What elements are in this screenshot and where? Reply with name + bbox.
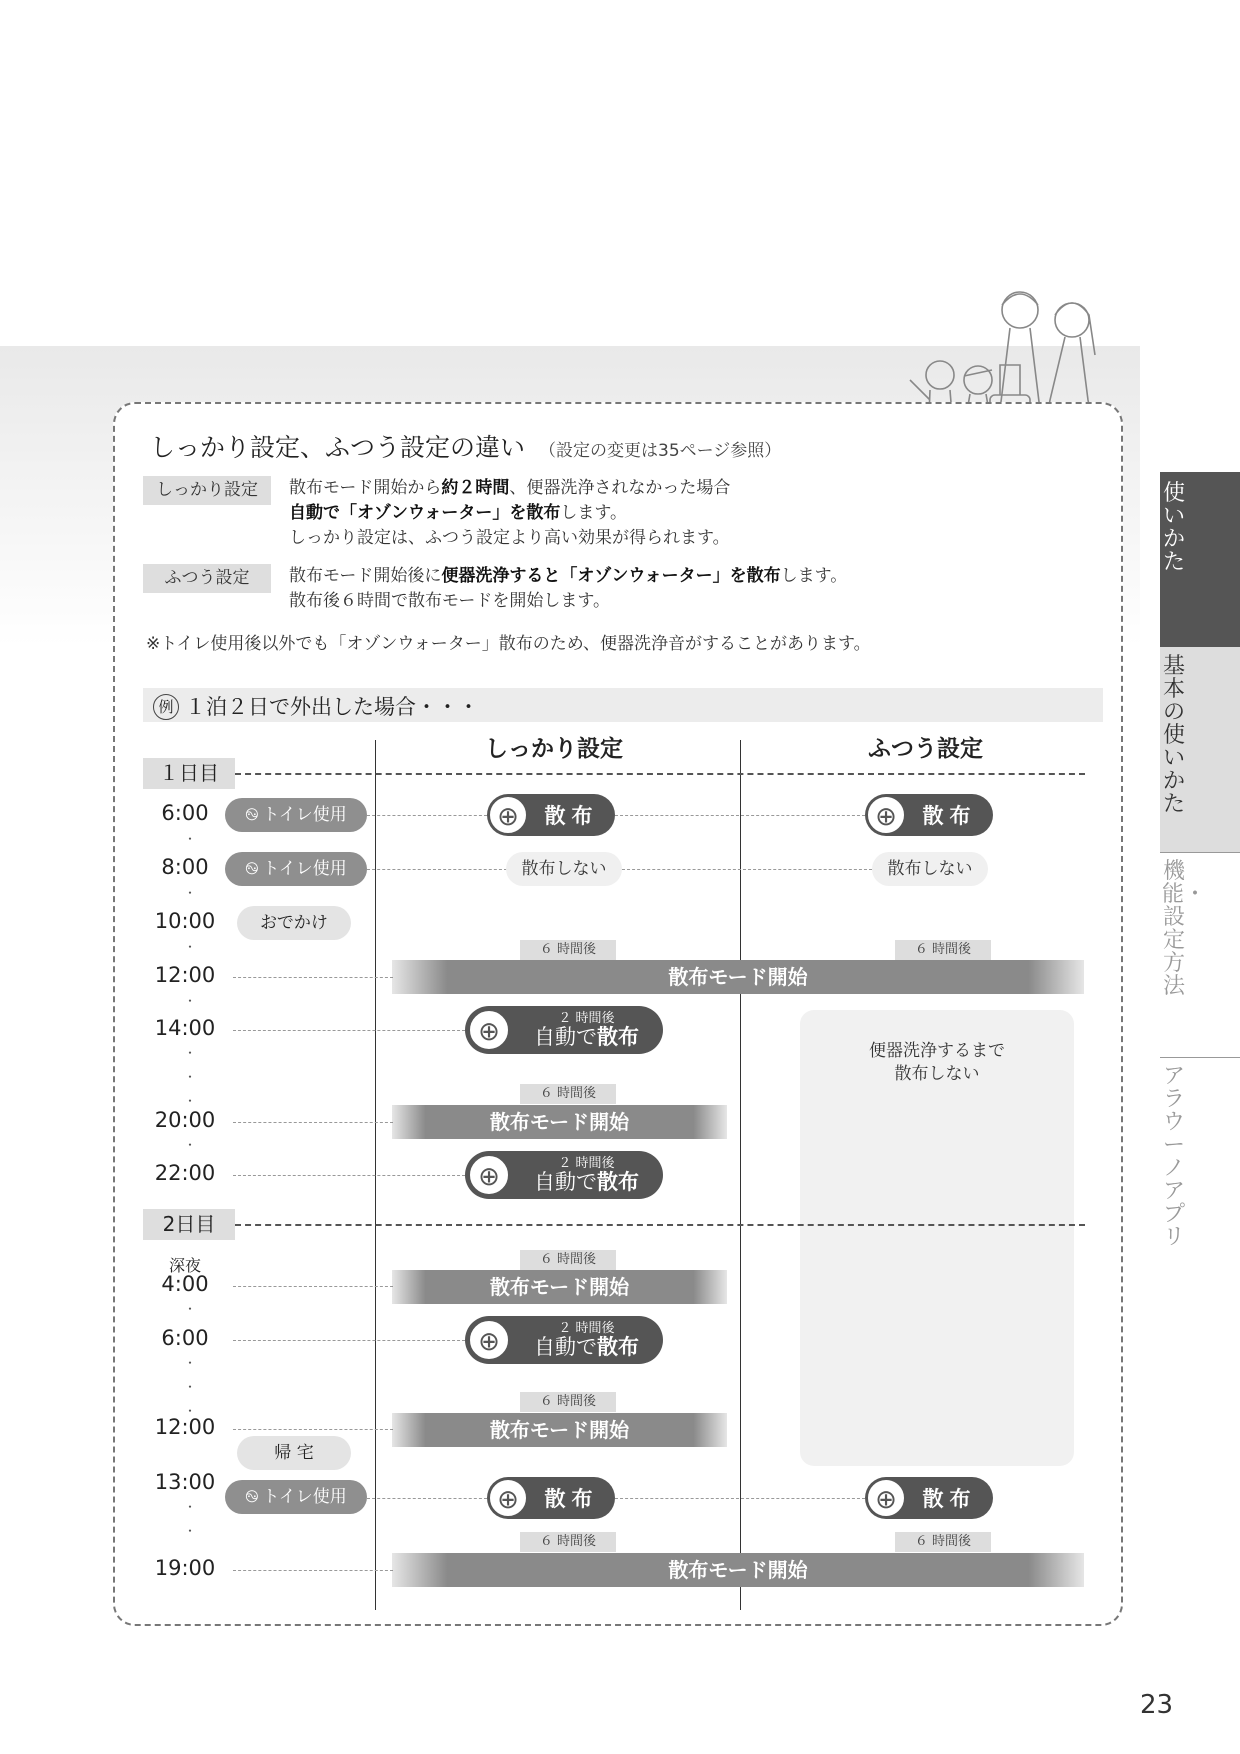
globe-icon: ⊕ (866, 1478, 906, 1518)
leader-line (233, 1429, 393, 1430)
leader-line (233, 1175, 465, 1176)
section-title-text: しっかり設定、ふつう設定の違い (150, 433, 526, 462)
late-night-label: 深夜 (168, 1256, 201, 1275)
time-dot: ・ (184, 832, 197, 846)
footnote: ※トイレ使用後以外でも「オゾンウォーター」散布のため、便器洗浄音がすることがあります。 (146, 634, 871, 654)
spray-badge: ⊕ 散布 (865, 1477, 993, 1519)
globe-icon: ⊕ (488, 1478, 528, 1518)
leader-line (367, 815, 487, 816)
time-dot: ・ (184, 940, 197, 954)
side-tab-app-label: アラウーノアプリ (1162, 1064, 1185, 1250)
time-dot: ・ (184, 1138, 197, 1152)
leader-line (233, 1122, 393, 1123)
time-1400: 14:00 (154, 1016, 216, 1040)
leader-line (233, 977, 393, 978)
globe-icon: ⊕ (468, 1154, 510, 1196)
no-spray-label: 散布しない (872, 852, 988, 886)
globe-icon: ⊕ (866, 795, 906, 835)
spray-badge: ⊕ 散布 (487, 1477, 615, 1519)
swirl-icon: ࿊ (245, 1487, 259, 1507)
day2-divider (235, 1224, 1085, 1226)
side-tab-functions-label: 機能・設定方法 (1162, 859, 1207, 999)
spray-badge: ⊕ 散布 (865, 794, 993, 836)
hours-later-badge: ６ 時間後 (520, 1250, 616, 1270)
example-title: １泊２日で外出した場合・・・ (185, 695, 479, 719)
globe-icon: ⊕ (468, 1319, 510, 1361)
tag-normal-setting: ふつう設定 (143, 564, 271, 593)
event-return-home: 帰 宅 (237, 1436, 351, 1470)
time-dot: ・ (184, 886, 197, 900)
spray-mode-start-bar: 散布モード開始 (392, 1553, 1084, 1587)
leader-line (367, 869, 507, 870)
side-tab-basic-label: 基本の使いかた (1162, 654, 1185, 817)
spray-badge: ⊕ 散布 (487, 794, 615, 836)
leader-line (233, 1570, 393, 1571)
waiting-text: 便器洗浄するまで 散布しない (869, 1041, 1005, 1084)
hours-later-badge: ６ 時間後 (520, 940, 616, 960)
time-1000: 10:00 (154, 909, 216, 933)
spray-mode-start-bar: 散布モード開始 (392, 1413, 727, 1447)
section-title (150, 428, 781, 464)
time-dot: ・ (184, 1094, 197, 1108)
side-tab-usage-label: 使いかた (1162, 481, 1185, 575)
tag-strong-setting: しっかり設定 (143, 476, 271, 505)
hours-later-badge: ６ 時間後 (520, 1392, 616, 1412)
hours-later-badge: ６ 時間後 (520, 1532, 616, 1552)
normal-setting-description: 散布モード開始後に便器洗浄すると「オゾンウォーター」を散布します。 散布後６時間で散布モードを開始します。 (289, 566, 848, 611)
leader-line (615, 1498, 865, 1499)
time-dot: ・ (184, 994, 197, 1008)
time-dot: ・ (184, 1046, 197, 1060)
time-2000: 20:00 (154, 1108, 216, 1132)
time-dot: ・ (184, 1524, 197, 1538)
column-normal: ふつう設定 (868, 736, 983, 762)
swirl-icon: ࿊ (245, 859, 259, 879)
leader-line (233, 1286, 393, 1287)
hours-later-badge: ６ 時間後 (895, 940, 991, 960)
event-toilet-use: ࿊ トイレ使用 (225, 798, 367, 832)
hours-later-badge: ６ 時間後 (895, 1532, 991, 1552)
event-toilet-use: ࿊ トイレ使用 (225, 1480, 367, 1514)
page-number: 23 (1140, 1690, 1174, 1720)
leader-line (367, 1498, 487, 1499)
auto-spray-badge: ⊕ ２ 時間後 自動で散布 (465, 1006, 663, 1054)
no-spray-label: 散布しない (506, 852, 622, 886)
time-dot: ・ (184, 1302, 197, 1316)
spray-mode-start-bar: 散布モード開始 (392, 960, 1084, 994)
column-strong: しっかり設定 (485, 736, 623, 762)
time-1200-day2: 12:00 (154, 1415, 216, 1439)
leader-line (622, 869, 872, 870)
hours-later-badge: ６ 時間後 (520, 1084, 616, 1104)
time-2200: 22:00 (154, 1161, 216, 1185)
leader-line (615, 815, 865, 816)
day1-label: １日目 (143, 758, 235, 789)
swirl-icon: ࿊ (245, 805, 259, 825)
time-dot: ・ (184, 1500, 197, 1514)
time-0400: 4:00 (161, 1272, 209, 1296)
globe-icon: ⊕ (468, 1009, 510, 1051)
time-dot: ・ (184, 1356, 197, 1370)
spray-mode-start-bar: 散布モード開始 (392, 1105, 727, 1139)
time-0600: 6:00 (161, 801, 209, 825)
event-outing: おでかけ (237, 906, 351, 940)
day2-label: 2日目 (143, 1209, 235, 1240)
time-dot: ・ (184, 1380, 197, 1394)
leader-line (233, 1030, 465, 1031)
time-dot: ・ (184, 1070, 197, 1084)
time-0600-day2: 6:00 (161, 1326, 209, 1350)
time-1200: 12:00 (154, 963, 216, 987)
auto-spray-badge: ⊕ ２ 時間後 自動で散布 (465, 1151, 663, 1199)
example-heading (153, 691, 479, 721)
strong-setting-description: 散布モード開始から約２時間、便器洗浄されなかった場合 自動で「オゾンウォーター」を散布します。 しっかり設定は、ふつう設定より高い効果が得られます。 (289, 478, 731, 548)
globe-icon: ⊕ (488, 795, 528, 835)
example-mark: 例 (153, 694, 179, 720)
spray-mode-start-bar: 散布モード開始 (392, 1270, 727, 1304)
time-1300: 13:00 (154, 1470, 216, 1494)
event-toilet-use: ࿊ トイレ使用 (225, 852, 367, 886)
day1-divider (235, 773, 1085, 775)
leader-line (233, 1340, 465, 1341)
time-dot: ・ (184, 1404, 197, 1418)
time-1900: 19:00 (154, 1556, 216, 1580)
auto-spray-badge: ⊕ ２ 時間後 自動で散布 (465, 1316, 663, 1364)
column-divider-right (740, 740, 741, 1610)
time-0800: 8:00 (161, 855, 209, 879)
section-reference: （設定の変更は35ページ参照） (539, 441, 782, 461)
